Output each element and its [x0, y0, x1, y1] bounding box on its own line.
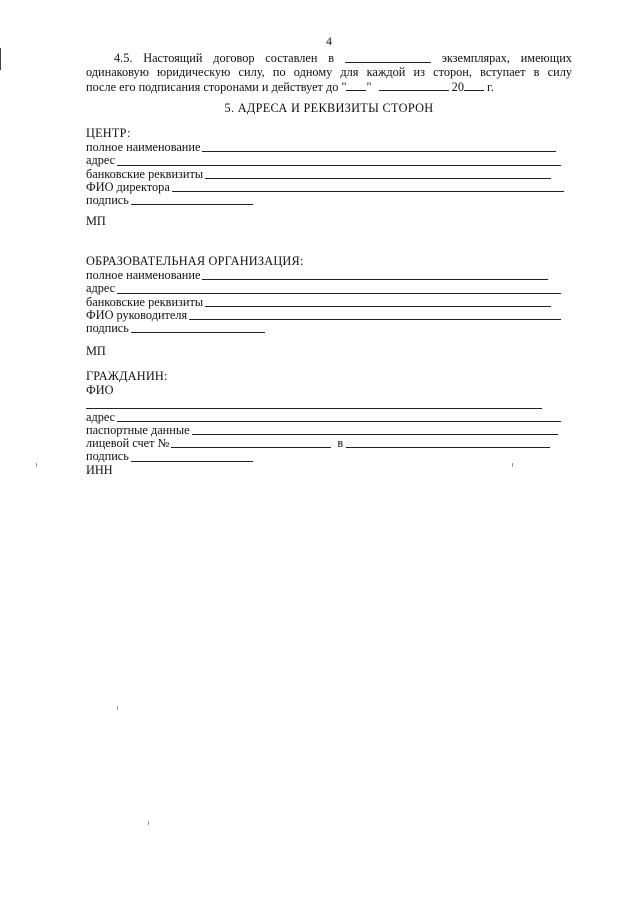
- month-blank: [379, 80, 449, 91]
- org-bank-row: [86, 296, 576, 309]
- section-title: 5. АДРЕСА И РЕКВИЗИТЫ СТОРОН: [224, 101, 434, 115]
- center-address-field[interactable]: [117, 156, 561, 166]
- field-label: подпись: [86, 449, 129, 464]
- clause-text: после его подписания сторонами и действует до ": [86, 79, 347, 94]
- org-signature-row: [86, 322, 576, 335]
- clause-line-3: [86, 80, 572, 94]
- day-blank: [346, 80, 366, 91]
- org-signature-field[interactable]: [131, 323, 265, 333]
- citizen-heading: ГРАЖДАНИН:: [86, 369, 168, 383]
- citizen-name-label-row: [86, 384, 576, 397]
- clause-word: имеющих: [520, 51, 572, 65]
- clause-word: в: [328, 51, 335, 65]
- center-signature-field[interactable]: [131, 195, 253, 205]
- center-signature-row: [86, 194, 576, 207]
- org-heading: ОБРАЗОВАТЕЛЬНАЯ ОРГАНИЗАЦИЯ:: [86, 254, 304, 268]
- center-address-row: [86, 154, 576, 167]
- year-prefix: 20: [451, 79, 464, 94]
- scan-edge-mark: [0, 48, 1, 70]
- field-label: адрес: [86, 281, 116, 296]
- org-full-name-row: [86, 269, 576, 282]
- center-bank-field[interactable]: [205, 169, 551, 179]
- org-address-row: [86, 282, 576, 295]
- field-label: подпись: [86, 321, 129, 336]
- field-label: паспортные данные: [86, 422, 190, 437]
- clause-word: договор: [213, 51, 255, 65]
- field-label: адрес: [86, 409, 116, 424]
- field-label: полное наименование: [86, 268, 201, 282]
- center-full-name-row: [86, 141, 576, 154]
- citizen-inn-row: [86, 464, 576, 477]
- clause-word: экземплярах,: [441, 51, 510, 65]
- org-address-field[interactable]: [117, 284, 561, 294]
- org-block: [86, 255, 576, 335]
- center-block: [86, 127, 576, 207]
- field-label: ФИО директора: [86, 179, 170, 194]
- scan-speck: [512, 463, 513, 467]
- citizen-signature-field[interactable]: [131, 452, 253, 462]
- center-seal: МП: [86, 214, 106, 228]
- clause-4-5: [86, 52, 572, 93]
- org-head-field[interactable]: [189, 310, 561, 320]
- copies-blank: [345, 52, 431, 63]
- field-label: ФИО: [86, 383, 114, 397]
- org-seal: МП: [86, 344, 106, 358]
- citizen-account-field[interactable]: [171, 438, 331, 448]
- citizen-passport-row: [86, 424, 576, 437]
- scan-speck: [117, 706, 118, 710]
- citizen-address-row: [86, 411, 576, 424]
- field-label: в: [337, 436, 344, 451]
- center-bank-row: [86, 168, 576, 181]
- field-label: банковские реквизиты: [86, 294, 204, 309]
- scan-speck: [36, 463, 37, 467]
- year-suffix: г.: [487, 79, 494, 94]
- org-full-name-field[interactable]: [202, 270, 548, 280]
- citizen-name-field[interactable]: [86, 399, 542, 409]
- citizen-signature-row: [86, 450, 576, 463]
- clause-word: Настоящий: [143, 51, 203, 65]
- center-full-name-field[interactable]: [202, 142, 556, 152]
- citizen-block: [86, 370, 576, 477]
- center-director-row: [86, 181, 576, 194]
- center-director-field[interactable]: [172, 182, 564, 192]
- citizen-account-row: [86, 437, 576, 450]
- page-number: 4: [326, 34, 332, 48]
- field-label: банковские реквизиты: [86, 166, 204, 181]
- org-bank-field[interactable]: [205, 297, 551, 307]
- field-label: полное наименование: [86, 140, 201, 154]
- clause-line-1: [86, 52, 572, 66]
- scan-speck: [148, 821, 149, 825]
- field-label: ФИО руководителя: [86, 307, 188, 322]
- clause-word: составлен: [265, 51, 318, 65]
- org-head-row: [86, 309, 576, 322]
- field-label: подпись: [86, 193, 129, 208]
- citizen-name-row: [86, 397, 576, 410]
- clause-line-2: одинаковую юридическую силу, по одному для каждой из сторон, вступает в силу: [86, 64, 572, 79]
- clause-number: 4.5.: [114, 51, 133, 65]
- year-blank: [464, 80, 484, 91]
- citizen-passport-field[interactable]: [192, 425, 558, 435]
- clause-quote: ": [366, 79, 372, 94]
- field-label: лицевой счет №: [86, 436, 170, 451]
- field-label: адрес: [86, 153, 116, 168]
- center-heading: ЦЕНТР:: [86, 126, 131, 140]
- citizen-address-field[interactable]: [117, 412, 561, 422]
- citizen-bank-field[interactable]: [346, 438, 550, 448]
- field-label: ИНН: [86, 462, 113, 477]
